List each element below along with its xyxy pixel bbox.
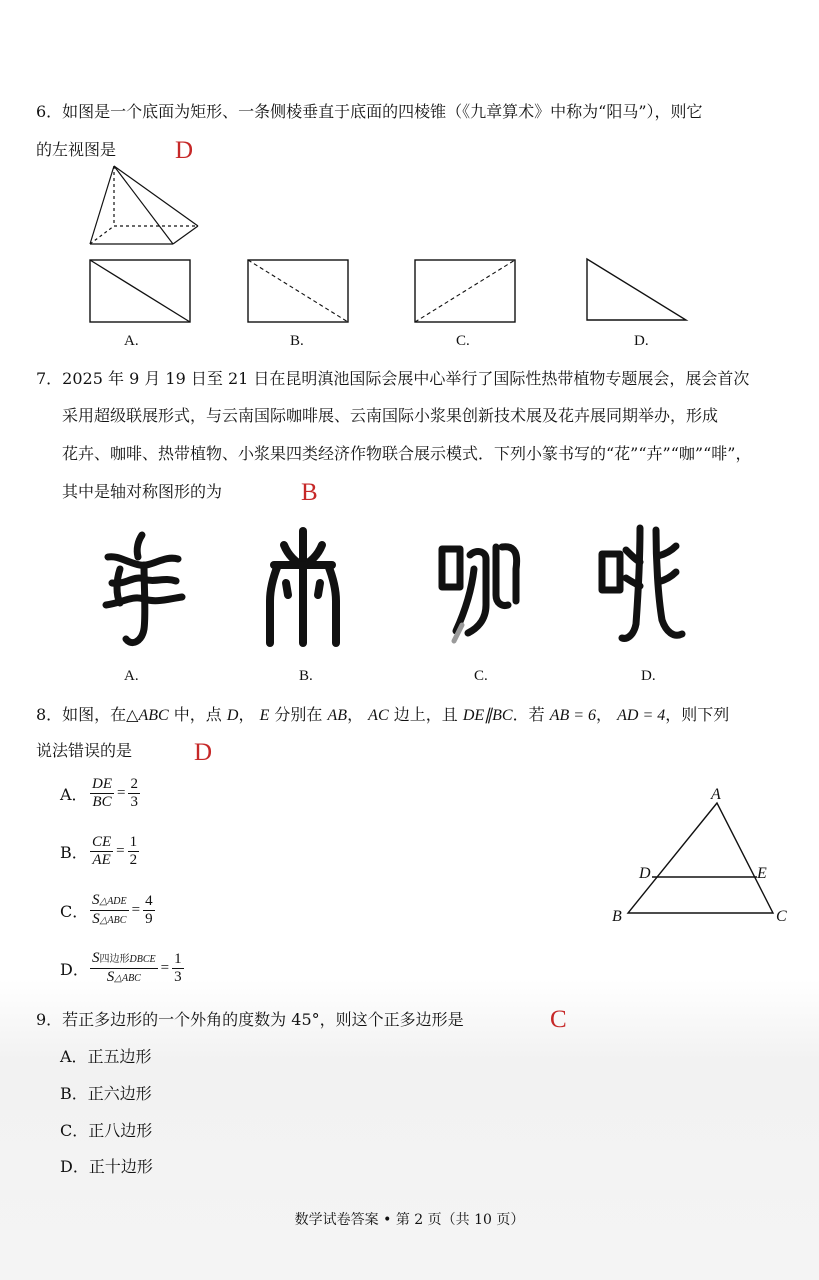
q8-option-a-key: A．	[60, 785, 88, 804]
q8-option-d-denominator	[105, 969, 143, 987]
q8-option-a-value-num: 2	[130, 776, 138, 792]
q8-option-c-fraction	[90, 892, 129, 929]
page-footer: 数学试卷答案 • 第 2 页（共 10 页）	[294, 1212, 525, 1228]
q9-stem: 9．若正多边形的一个外角的度数为 45°，则这个正多边形是	[36, 1010, 464, 1029]
point-label-e: E	[757, 865, 767, 882]
q8-option-c-denominator	[90, 911, 128, 929]
q8-stem-part: ，	[347, 705, 369, 724]
q8-option-d-fraction	[90, 950, 158, 987]
area-subscript: △ABC	[99, 915, 127, 926]
q7-option-a-label: A.	[124, 668, 139, 684]
point-label-d: D	[639, 865, 651, 882]
q8-stem-part: ，	[596, 705, 618, 724]
q7-answer-mark: B	[301, 479, 318, 506]
q8-segment-ac: AC	[368, 707, 389, 724]
q8-option-d-value	[172, 951, 184, 986]
q6-option-b-label: B.	[290, 333, 304, 349]
q7-stem-line2: 采用超级联展形式，与云南国际咖啡展、云南国际小浆果创新技术展及花卉展同期举办，形成	[62, 406, 719, 425]
q9-option-b: B．正六边形	[60, 1084, 152, 1103]
q7-seal-glyph-d-image	[596, 520, 692, 650]
q8-option-c	[60, 892, 155, 929]
q6-option-b-figure	[246, 258, 350, 324]
q6-option-c-label: C.	[456, 333, 470, 349]
q8-point-d: D	[226, 707, 239, 724]
q8-option-b-value	[128, 834, 140, 869]
q8-stem-part: ，则下列	[665, 705, 730, 724]
q8-option-b-key: B．	[60, 843, 88, 862]
equals-sign: =	[117, 785, 126, 801]
q8-stem-part: 分别在	[269, 705, 328, 724]
q9-option-c: C．正八边形	[60, 1121, 153, 1140]
area-subscript: △ADE	[99, 896, 127, 907]
equals-sign: =	[160, 960, 170, 976]
q6-option-a-figure	[88, 258, 192, 324]
q8-option-d-numerator	[90, 950, 158, 969]
q7-option-d-label: D.	[641, 668, 656, 684]
q8-ad-length: AD = 4	[617, 707, 666, 724]
q6-answer-mark: D	[175, 137, 194, 164]
equals-sign: =	[116, 843, 125, 859]
q7-stem-line4: 其中是轴对称图形的为	[62, 482, 223, 501]
equals-sign: =	[131, 902, 141, 918]
vertex-label-a: A	[711, 786, 721, 803]
q6-pyramid-figure	[84, 160, 204, 250]
area-symbol: S	[92, 911, 100, 927]
area-subscript-cn: 四边形	[99, 954, 130, 965]
q8-option-a-fraction	[90, 776, 114, 811]
q8-triangle-abc: ABC	[138, 707, 169, 724]
q8-option-a-denominator: BC	[92, 794, 112, 810]
q8-option-b-fraction	[90, 834, 113, 869]
q8-option-a-value	[128, 776, 140, 811]
q6-option-c-figure	[413, 258, 517, 324]
q6-option-a-label: A.	[124, 333, 139, 349]
q8-stem-part: ，	[238, 705, 260, 724]
area-symbol: S	[92, 950, 100, 966]
q8-option-d-value-den: 3	[174, 969, 182, 985]
q8-option-b-denominator: AE	[92, 852, 111, 868]
q7-stem-line1: 7．2025 年 9 月 19 日至 21 日在昆明滇池国际会展中心举行了国际性热带植物专题展会，展会首次	[36, 369, 750, 388]
q8-stem-line2: 说法错误的是	[36, 741, 133, 760]
q7-option-c-label: C.	[474, 668, 488, 684]
q8-stem-part: 8．如图，在△	[36, 705, 139, 724]
q8-option-a	[60, 776, 140, 811]
q8-option-c-value	[143, 893, 155, 928]
q6-option-d-label: D.	[634, 333, 649, 349]
q8-stem-part: 中，点	[168, 705, 227, 724]
q8-option-d-value-num: 1	[174, 951, 182, 967]
q9-answer-mark: C	[550, 1006, 567, 1033]
q8-stem-part: 边上，且	[388, 705, 463, 724]
q8-segment-ab: AB	[327, 707, 348, 724]
vertex-label-c: C	[776, 908, 787, 925]
q8-triangle-figure	[608, 780, 798, 930]
q8-answer-mark: D	[194, 739, 213, 766]
area-symbol: S	[92, 892, 100, 908]
q8-option-b-value-den: 2	[129, 852, 138, 868]
q7-seal-glyph-b-image	[258, 525, 348, 650]
q7-seal-glyph-a-image	[98, 525, 188, 650]
q7-stem-line3: 花卉、咖啡、热带植物、小浆果四类经济作物联合展示模式．下列小篆书写的“花”“卉”“咖”“啡”，	[62, 444, 752, 463]
q8-option-a-value-den: 3	[130, 794, 138, 810]
q7-option-b-label: B.	[299, 668, 313, 684]
q8-stem-part: ．若	[512, 705, 550, 724]
area-subscript: DBCE	[129, 954, 156, 965]
q9-option-a: A．正五边形	[60, 1047, 152, 1066]
area-subscript: △ABC	[114, 973, 141, 984]
q6-stem-line1: 6．如图是一个底面为矩形、一条侧棱垂直于底面的四棱锥（《九章算术》中称为“阳马”），则它	[36, 102, 703, 121]
q8-stem-line1	[36, 704, 729, 727]
area-symbol: S	[106, 969, 115, 985]
q8-option-a-numerator: DE	[92, 776, 112, 792]
q8-option-b-value-num: 1	[129, 834, 138, 850]
q7-seal-glyph-c-image	[436, 525, 526, 650]
vertex-label-b: B	[612, 908, 622, 925]
q8-option-c-numerator	[90, 892, 129, 911]
q6-option-d-figure	[584, 256, 690, 324]
q8-ab-length: AB = 6	[549, 707, 597, 724]
q8-option-c-value-num: 4	[145, 893, 153, 909]
q6-stem-line2: 的左视图是	[36, 140, 117, 159]
q8-option-b-numerator: CE	[92, 834, 112, 850]
q8-point-e: E	[259, 707, 270, 724]
q9-option-d: D．正十边形	[60, 1157, 153, 1176]
q8-option-d	[60, 950, 184, 987]
q8-option-c-value-den: 9	[145, 911, 153, 927]
q8-parallel-condition: DE∥BC	[462, 707, 513, 724]
q8-option-c-key: C．	[60, 902, 89, 921]
q8-option-b	[60, 834, 139, 869]
q8-option-d-key: D．	[60, 960, 89, 979]
